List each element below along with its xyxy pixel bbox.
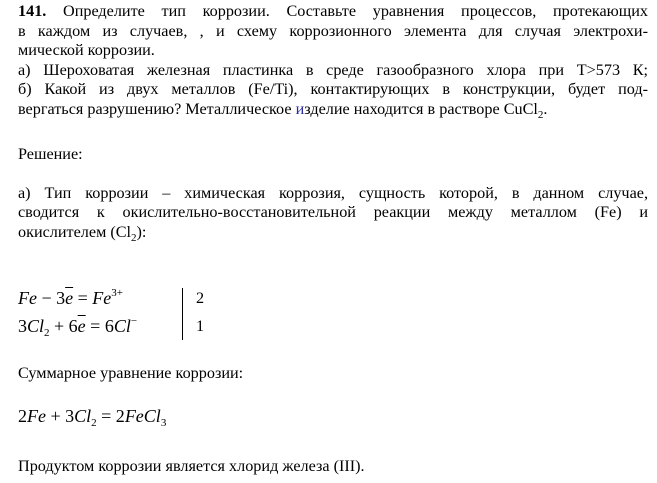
- problem-line-6: вергаться разрушению? Металлическое изделие находится в растворе CuCl$_2$.: [18, 99, 548, 121]
- problem-line-2: в каждом из случаев, , и схему коррозионного элемента для случая электрохи-: [18, 21, 648, 40]
- problem-line-3: мической коррозии.: [18, 41, 155, 59]
- solution-a-line-1: а) Тип коррозии – химическая коррозия, сущность которой, в данном случае,: [18, 183, 648, 202]
- half-reaction-reduction: $3Cl_2 + 6\overline{e} = 6Cl^-$: [18, 315, 138, 339]
- coefficient-oxidation: 2: [196, 289, 205, 307]
- highlighted-char: и: [295, 99, 305, 118]
- balance-divider: [182, 288, 183, 340]
- coefficient-reduction: 1: [196, 317, 205, 335]
- solution-a-line-3: окислителем $(Cl_2)$:: [18, 222, 147, 244]
- problem-number: 141.: [18, 2, 47, 20]
- summary-equation: $2Fe + 3Cl_2$ = 2FeCl$_3$: [18, 406, 167, 429]
- blank-line: [18, 164, 648, 184]
- summary-label: Суммарное уравнение коррозии:: [18, 364, 244, 382]
- half-reaction-oxidation: $Fe - 3\overline{e} = Fe^{3+}$: [18, 287, 123, 308]
- blank-line: [18, 125, 648, 145]
- product-line: Продуктом коррозии является хлорид железа (III).: [18, 457, 365, 475]
- document-page: [18, 2, 648, 248]
- problem-line-1: 141. Определите тип коррозии. Составьте уравнения процессов, протекающих: [18, 2, 648, 20]
- solution-heading: Решение:: [18, 144, 83, 163]
- problem-part-a: а) Шероховатая железная пластинка в среде газообразного хлора при Т>573 К;: [18, 60, 648, 79]
- half-reactions-block: [18, 284, 205, 340]
- solution-a-line-2: сводится к окислительно-восстановительной реакции между металлом (Fe) и: [18, 203, 648, 222]
- problem-part-b: б) Какой из двух металлов (Fe/Ti), контактирующих в конструкции, будет под-: [18, 80, 648, 98]
